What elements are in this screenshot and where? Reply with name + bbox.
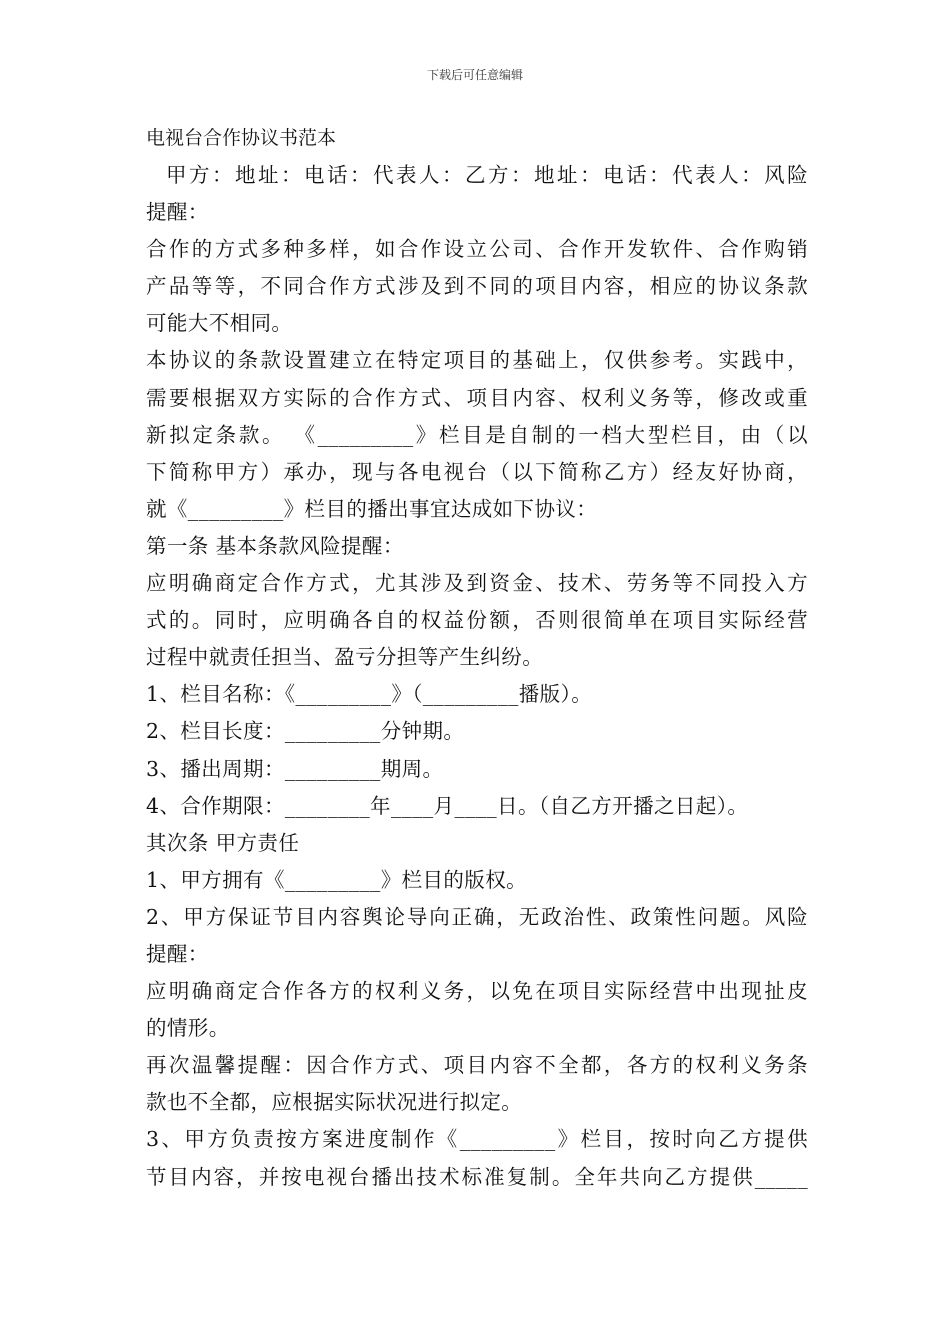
clause-item: 4、合作期限：________年____月____日。（自乙方开播之日起）。 (146, 793, 749, 818)
paragraph-line: 产品等等，不同合作方式涉及到不同的项目内容，相应的协议条款 (146, 274, 808, 299)
party-info-line: 甲方：地址：电话：代表人：乙方：地址：电话：代表人：风险 (166, 163, 808, 187)
clause-item: 2、栏目长度：_________分钟期。 (146, 719, 465, 744)
risk-reminder-label: 提醒： (146, 200, 209, 225)
article-heading: 其次条 甲方责任 (146, 830, 300, 855)
clause-item: 1、甲方拥有《_________》栏目的版权。 (146, 867, 527, 892)
risk-reminder-label: 提醒： (146, 941, 209, 966)
clause-item: 3、播出周期：_________期周。 (146, 756, 444, 781)
paragraph-line: 需要根据双方实际的合作方式、项目内容、权利义务等，修改或重 (146, 385, 808, 410)
paragraph-line: 式的。同时，应明确各自的权益份额，否则很简单在项目实际经营 (146, 608, 808, 633)
clause-item: 2、甲方保证节目内容舆论导向正确，无政治性、政策性问题。风险 (146, 904, 808, 929)
paragraph-line: 可能大不相同。 (146, 311, 293, 336)
document-body (146, 120, 808, 1196)
paragraph-line: 就《_________》栏目的播出事宜达成如下协议： (146, 496, 598, 521)
paragraph-line: 应明确商定合作各方的权利义务，以免在项目实际经营中出现扯皮 (146, 979, 808, 1004)
document-title: 电视台合作协议书范本 (146, 127, 337, 149)
clause-item: 1、栏目名称：《_________》（_________播版）。 (146, 682, 593, 707)
clause-item: 3、甲方负责按方案进度制作《_________》栏目，按时向乙方提供 (146, 1127, 808, 1152)
paragraph-line: 款也不全都，应根据实际状况进行拟定。 (146, 1090, 523, 1115)
paragraph-line: 再次温馨提醒：因合作方式、项目内容不全都，各方的权利义务条 (146, 1053, 808, 1078)
page-header-note: 下载后可任意编辑 (426, 68, 523, 82)
article-heading: 第一条 基本条款风险提醒： (146, 533, 404, 558)
paragraph-line: 的情形。 (146, 1016, 230, 1041)
paragraph-line: 应明确商定合作方式，尤其涉及到资金、技术、劳务等不同投入方 (146, 571, 808, 596)
clause-item: 节目内容，并按电视台播出技术标准复制。全年共向乙方提供_____ (146, 1164, 808, 1189)
paragraph-line: 本协议的条款设置建立在特定项目的基础上，仅供参考。实践中， (146, 348, 808, 373)
paragraph-line: 新拟定条款。 《_________》栏目是自制的一档大型栏目，由（以 (146, 422, 808, 447)
paragraph-line: 下简称甲方）承办，现与各电视台（以下简称乙方）经友好协商， (146, 459, 808, 484)
paragraph-line: 合作的方式多种多样，如合作设立公司、合作开发软件、合作购销 (146, 237, 808, 262)
paragraph-line: 过程中就责任担当、盈亏分担等产生纠纷。 (146, 645, 544, 670)
